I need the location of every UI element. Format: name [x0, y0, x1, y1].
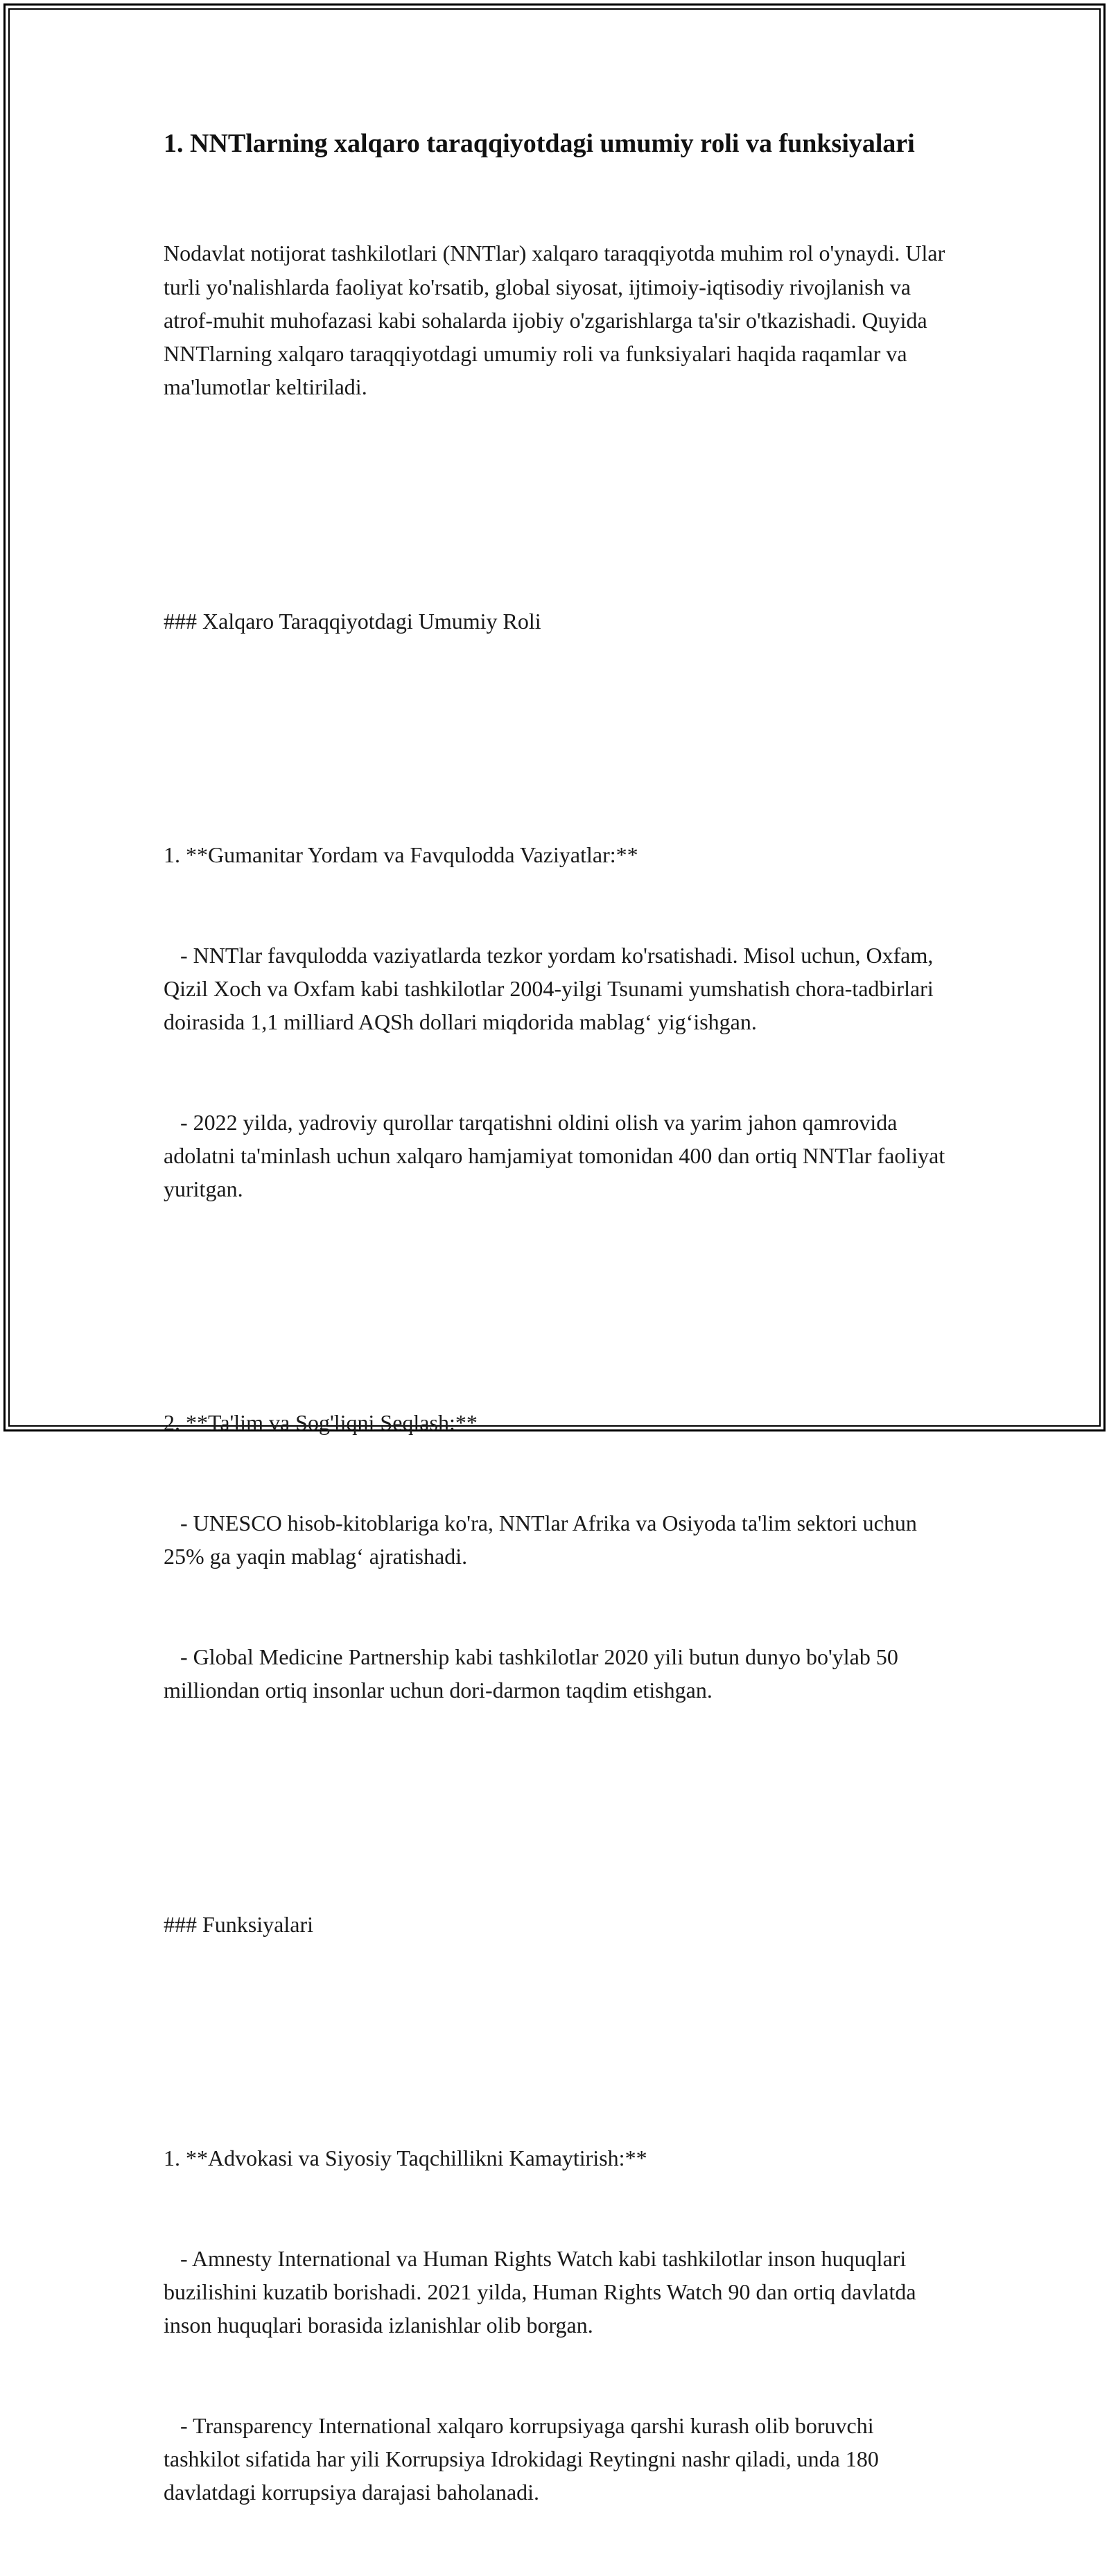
section-heading-functions: ### Funksiyalari [164, 1911, 313, 1937]
blank-line [164, 1774, 954, 1807]
blank-line [164, 704, 954, 738]
section-heading-role: ### Xalqaro Taraqqiyotdagi Umumiy Roli [164, 608, 541, 634]
document-title: 1. NNTlarning xalqaro taraqqiyotdagi umumiy roli va funksiyalari [164, 129, 915, 158]
intro-paragraph: Nodavlat notijorat tashkilotlari (NNTlar) xalqaro taraqqiyotda muhim rol o'ynaydi. Ular turli yo'nalishlarda faoliyat ko'rsatib, global siyosat, ijtimoiy-iqtisodiy rivojlanish va atrof-muhit muhofazasi kabi sohalarda ijobiy o'zgarishlarga ta'sir o'tkazishadi. Quyida NNTlarning xalqaro taraqqiyotdagi umumiy roli va funksiyalari haqida raqamlar va ma'lumotlar keltiriladi. [164, 241, 951, 400]
document-content [164, 125, 954, 2576]
blank-line [164, 471, 954, 504]
list-item-bullet: - Global Medicine Partnership kabi tashkilotlar 2020 yili butun dunyo bo'ylab 50 milliondan ortiq insonlar uchun dori-darmon taqdim etishgan. [164, 1644, 904, 1703]
list-item-bullet: - UNESCO hisob-kitoblariga ko'ra, NNTlar Afrika va Osiyoda ta'lim sektori uchun 25% ga yaqin mablag‘ ajratishadi. [164, 1511, 923, 1569]
list-item-bullet: - NNTlar favqulodda vaziyatlarda tezkor yordam ko'rsatishadi. Misol uchun, Oxfam, Qizil Xoch va Oxfam kabi tashkilotlar 2004-yilgi Tsunami yumshatish chora-tadbirlari doirasida 1,1 milliard AQSh dollari miqdorida mablag‘ yig‘ishgan. [164, 942, 939, 1035]
list-item-bullet: - 2022 yilda, yadroviy qurollar tarqatishni oldini olish va yarim jahon qamrovida adolatni ta'minlash uchun xalqaro hamjamiyat tomonidan 400 dan ortiq NNTlar faoliyat yuritgan. [164, 1109, 951, 1202]
list-item-bullet: - Amnesty International va Human Rights Watch kabi tashkilotlar inson huquqlari buzilishini kuzatib borishadi. 2021 yilda, Human Rights Watch 90 dan ortiq davlatda inson huquqlari borasida izlanishlar olib borgan. [164, 2245, 922, 2338]
blank-line [164, 1273, 954, 1306]
list-item-title: 1. **Gumanitar Yordam va Favqulodda Vaziyatlar:** [164, 842, 638, 868]
list-item-bullet: - Transparency International xalqaro korrupsiyaga qarshi kurash olib boruvchi tashkilot sifatida har yili Korrupsiya Idrokidagi Reytingni nashr qiladi, unda 180 davlatdagi korrupsiya darajasi baholanadi. [164, 2412, 884, 2505]
list-item-title: 2. **Ta'lim va Sog'liqni Seqlash:** [164, 1410, 478, 1436]
list-item-title: 1. **Advokasi va Siyosiy Taqchillikni Kamaytirish:** [164, 2145, 647, 2170]
document-body [164, 170, 954, 2576]
blank-line [164, 2008, 954, 2041]
